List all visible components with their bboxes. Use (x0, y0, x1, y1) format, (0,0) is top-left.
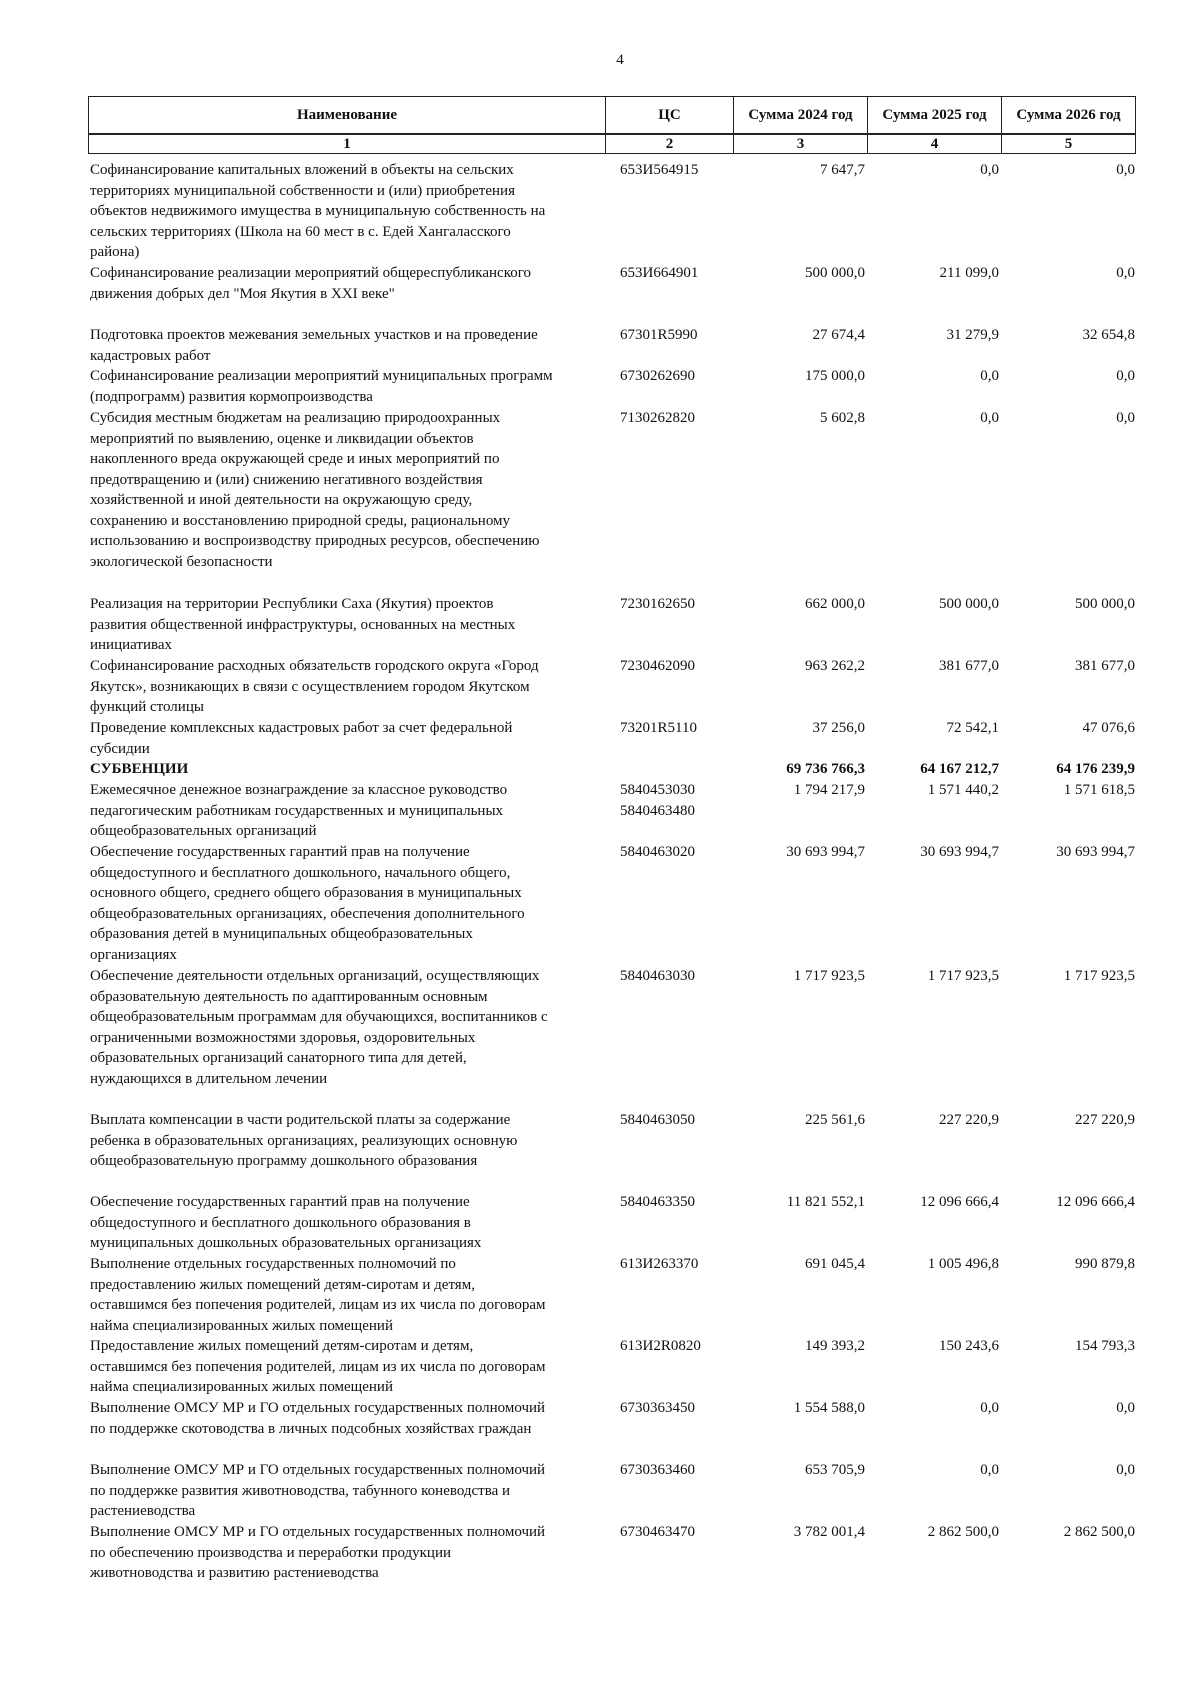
row-sum-2026: 381 677,0 (1075, 658, 1135, 674)
row-sum-2024: 5 602,8 (820, 410, 865, 426)
row-sum-2024: 149 393,2 (805, 1338, 865, 1354)
row-code: 5840463020 (620, 844, 695, 860)
row-sum-2025: 0,0 (980, 410, 999, 426)
row-name: Софинансирование реализации мероприятий муниципальных программ (подпрограмм) развития кормопроизводства (90, 368, 553, 405)
row-sum-2024: 175 000,0 (805, 368, 865, 384)
row-sum-2026: 0,0 (1116, 162, 1135, 178)
row-code: 5840463030 (620, 968, 695, 984)
row-name: Предоставление жилых помещений детям-сиротам и детям, оставшимся без попечения родителей, лицам из их числа по договорам найма специализированных жилых помещений (90, 1338, 546, 1395)
row-sum-2025: 72 542,1 (946, 720, 999, 736)
row-code: 653И664901 (620, 265, 699, 281)
row-code: 6730262690 (620, 368, 695, 384)
row-sum-2024: 37 256,0 (812, 720, 865, 736)
row-sum-2026: 2 862 500,0 (1063, 1524, 1135, 1540)
row-sum-2025: 0,0 (980, 162, 999, 178)
row-sum-2024: 963 262,2 (805, 658, 865, 674)
row-sum-2026: 0,0 (1116, 1400, 1135, 1416)
row-sum-2025: 1 717 923,5 (927, 968, 999, 984)
row-sum-2025: 0,0 (980, 368, 999, 384)
row-name: Софинансирование капитальных вложений в объекты на сельских территориях муниципальной собственности и (или) приобретения объектов недвижимого имущества в муниципальную собственность на сельских территориях (Школа на 60 мест в с. Едей Хангаласского района) (90, 162, 546, 260)
row-name: Выплата компенсации в части родительской платы за содержание ребенка в образовательных организациях, реализующих основную общеобразовательную программу дошкольного образования (90, 1112, 518, 1169)
row-sum-2024: 500 000,0 (805, 265, 865, 281)
row-sum-2025: 1 571 440,2 (927, 782, 999, 798)
row-code: 67301R5990 (620, 327, 698, 343)
header-name: Наименование (89, 97, 606, 135)
row-sum-2026: 154 793,3 (1075, 1338, 1135, 1354)
header-sum-2026: Сумма 2026 год (1002, 97, 1136, 135)
row-sum-2026: 30 693 994,7 (1056, 844, 1135, 860)
row-sum-2024: 225 561,6 (805, 1112, 865, 1128)
row-sum-2024: 7 647,7 (820, 162, 865, 178)
row-name: Обеспечение деятельности отдельных организаций, осуществляющих образовательную деятельность по адаптированным основным общеобразовательным программам для обучающихся, воспитанников с ограниченными возможностями здоровья, оздоровительных образовательных организаций санаторного типа для детей, нуждающихся в длительном лечении (90, 968, 548, 1087)
row-sum-2024: 30 693 994,7 (786, 844, 865, 860)
row-code: 7230162650 (620, 596, 695, 612)
row-sum-2025: 2 862 500,0 (927, 1524, 999, 1540)
row-sum-2024: 1 717 923,5 (793, 968, 865, 984)
header-num-4: 4 (868, 134, 1002, 154)
row-sum-2024: 27 674,4 (812, 327, 865, 343)
row-sum-2026: 0,0 (1116, 368, 1135, 384)
row-sum-2026: 47 076,6 (1082, 720, 1135, 736)
row-sum-2024: 1 794 217,9 (793, 782, 865, 798)
row-name: Обеспечение государственных гарантий прав на получение общедоступного и бесплатного дошкольного, начального общего, основного общего, среднего общего образования в муниципальных общеобразовательных организациях, обеспечения дополнительного образования детей в муниципальных общеобразовательных организациях (90, 844, 525, 963)
row-sum-2026: 1 571 618,5 (1063, 782, 1135, 798)
row-name: Выполнение ОМСУ МР и ГО отдельных государственных полномочий по поддержке развития животноводства, табунного коневодства и растениеводства (90, 1462, 546, 1519)
page-number: 4 (616, 52, 624, 68)
row-name: Софинансирование расходных обязательств городского округа «Город Якутск», возникающих в связи с осуществлением городом Якутском функций столицы (90, 658, 539, 715)
row-sum-2026: 1 717 923,5 (1063, 968, 1135, 984)
row-code: 613И2R0820 (620, 1338, 701, 1354)
row-name: Выполнение ОМСУ МР и ГО отдельных государственных полномочий по обеспечению производства и переработки продукции животноводства и развитию растениеводства (90, 1524, 546, 1581)
header-num-1: 1 (89, 134, 606, 154)
header-sum-2025: Сумма 2025 год (868, 97, 1002, 135)
row-sum-2026: 990 879,8 (1075, 1256, 1135, 1272)
row-code: 7130262820 (620, 410, 695, 426)
header-num-2: 2 (606, 134, 734, 154)
row-sum-2026: 227 220,9 (1075, 1112, 1135, 1128)
row-sum-2024: 11 821 552,1 (786, 1194, 865, 1210)
row-sum-2025: 0,0 (980, 1400, 999, 1416)
row-code: 6730463470 (620, 1524, 695, 1540)
row-sum-2024: 1 554 588,0 (793, 1400, 865, 1416)
row-name: Подготовка проектов межевания земельных участков и на проведение кадастровых работ (90, 327, 538, 364)
row-code: 5840453030 5840463480 (620, 782, 695, 819)
row-sum-2026: 12 096 666,4 (1056, 1194, 1135, 1210)
row-sum-2024: 653 705,9 (805, 1462, 865, 1478)
row-code: 6730363450 (620, 1400, 695, 1416)
row-sum-2025: 31 279,9 (946, 327, 999, 343)
row-sum-2026: 64 176 239,9 (1056, 761, 1135, 777)
row-sum-2025: 150 243,6 (939, 1338, 999, 1354)
row-name: Обеспечение государственных гарантий прав на получение общедоступного и бесплатного дошкольного образования в муниципальных дошкольных образовательных организациях (90, 1194, 482, 1251)
row-code: 613И263370 (620, 1256, 699, 1272)
row-name: Реализация на территории Республики Саха (Якутия) проектов развития общественной инфраструктуры, основанных на местных инициативах (90, 596, 516, 653)
row-name: Софинансирование реализации мероприятий общереспубликанского движения добрых дел "Моя Якутия в XXI веке" (90, 265, 532, 302)
row-sum-2026: 0,0 (1116, 265, 1135, 281)
row-code: 653И564915 (620, 162, 699, 178)
row-sum-2026: 0,0 (1116, 410, 1135, 426)
row-sum-2025: 64 167 212,7 (920, 761, 999, 777)
row-sum-2025: 0,0 (980, 1462, 999, 1478)
row-code: 6730363460 (620, 1462, 695, 1478)
row-name: Выполнение ОМСУ МР и ГО отдельных государственных полномочий по поддержке скотоводства в личных подсобных хозяйствах граждан (90, 1400, 546, 1437)
row-sum-2026: 0,0 (1116, 1462, 1135, 1478)
row-sum-2024: 691 045,4 (805, 1256, 865, 1272)
header-num-5: 5 (1002, 134, 1136, 154)
row-name: СУБВЕНЦИИ (90, 761, 189, 777)
row-code: 5840463050 (620, 1112, 695, 1128)
row-sum-2025: 1 005 496,8 (927, 1256, 999, 1272)
row-sum-2026: 32 654,8 (1082, 327, 1135, 343)
header-code: ЦС (606, 97, 734, 135)
row-name: Проведение комплексных кадастровых работ за счет федеральной субсидии (90, 720, 513, 757)
row-sum-2025: 500 000,0 (939, 596, 999, 612)
row-sum-2025: 381 677,0 (939, 658, 999, 674)
header-num-3: 3 (734, 134, 868, 154)
row-sum-2025: 211 099,0 (939, 265, 999, 281)
row-name: Ежемесячное денежное вознаграждение за классное руководство педагогическим работникам государственных и муниципальных общеобразовательных организаций (90, 782, 508, 839)
row-code: 7230462090 (620, 658, 695, 674)
row-sum-2024: 3 782 001,4 (793, 1524, 865, 1540)
row-sum-2025: 227 220,9 (939, 1112, 999, 1128)
row-sum-2024: 69 736 766,3 (786, 761, 865, 777)
row-code: 73201R5110 (620, 720, 697, 736)
row-code: 5840463350 (620, 1194, 695, 1210)
row-name: Выполнение отдельных государственных полномочий по предоставлению жилых помещений детям-сиротам и детям, оставшимся без попечения родителей, лицам из их числа по договорам найма специализированных жилых помещений (90, 1256, 546, 1334)
row-name: Субсидия местным бюджетам на реализацию природоохранных мероприятий по выявлению, оценке и ликвидации объектов накопленного вреда окружающей среде и иных мероприятий по предотвращению и (или) снижению негативного воздействия хозяйственной и иной деятельности на окружающую среду, сохранению и восстановлению природной среды, рациональному использованию и воспроизводству природных ресурсов, обеспечению экологической безопасности (90, 410, 540, 570)
row-sum-2025: 30 693 994,7 (920, 844, 999, 860)
row-sum-2024: 662 000,0 (805, 596, 865, 612)
header-sum-2024: Сумма 2024 год (734, 97, 868, 135)
row-sum-2025: 12 096 666,4 (920, 1194, 999, 1210)
row-sum-2026: 500 000,0 (1075, 596, 1135, 612)
